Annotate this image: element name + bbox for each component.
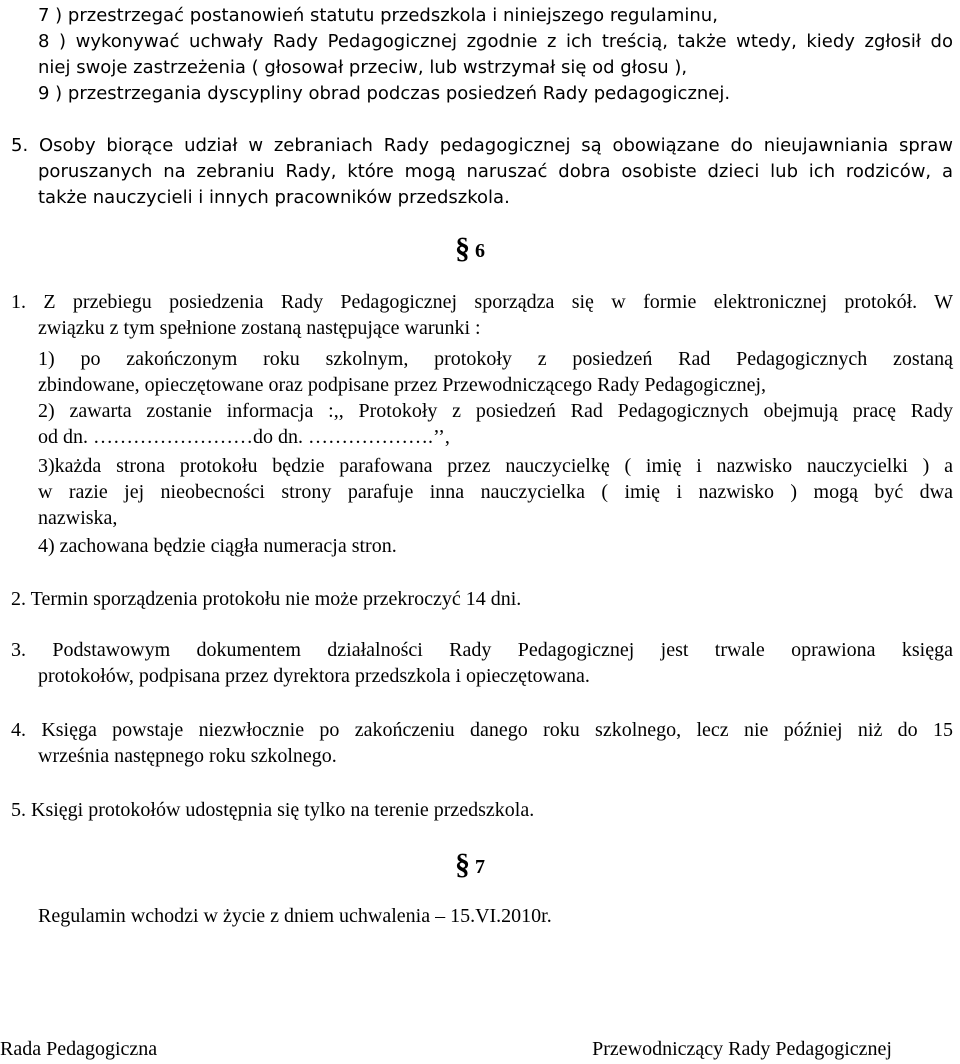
s6-p1-line-6: od dn. ……………………do dn. ……………….’’, bbox=[38, 426, 450, 448]
s6-p1-line-7: 3)każda strona protokołu będzie parafowana przez nauczycielkę ( imię i nazwisko nauczycielki ) a bbox=[38, 455, 953, 477]
section-7-heading bbox=[455, 848, 515, 888]
s6-p2: 2. Termin sporządzenia protokołu nie może przekroczyć 14 dni. bbox=[11, 588, 522, 610]
signature-right: Przewodniczący Rady Pedagogicznej bbox=[592, 1038, 892, 1060]
s6-p1-line-9: nazwiska, bbox=[38, 507, 118, 529]
s6-p3-line-2: protokołów, podpisana przez dyrektora przedszkola i opieczętowana. bbox=[38, 665, 590, 687]
effective-date-line: Regulamin wchodzi w życie z dniem uchwalenia – 15.VI.2010r. bbox=[38, 905, 552, 927]
list-item-7: 7 ) przestrzegać postanowień statutu przedszkola i niniejszego regulaminu, bbox=[38, 5, 718, 26]
signature-left: Rada Pedagogiczna bbox=[0, 1038, 158, 1060]
paragraph-5-line-3: także nauczycieli i innych pracowników przedszkola. bbox=[38, 187, 510, 208]
s6-p1-line-8: w razie jej nieobecności strony parafuje inna nauczycielka ( imię i nazwisko ) mogą być dwa bbox=[38, 481, 953, 503]
s6-p1-line-10: 4) zachowana będzie ciągła numeracja stron. bbox=[38, 535, 397, 557]
s6-p1-line-3: 1) po zakończonym roku szkolnym, protokoły z posiedzeń Rad Pedagogicznych zostaną bbox=[38, 348, 953, 370]
s6-p5: 5. Księgi protokołów udostępnia się tylko na terenie przedszkola. bbox=[11, 799, 535, 821]
list-item-9: 9 ) przestrzegania dyscypliny obrad podczas posiedzeń Rady pedagogicznej. bbox=[38, 83, 731, 104]
paragraph-5-line-1: 5. Osoby biorące udział w zebraniach Rady pedagogicznej są obowiązane do nieujawniania spraw bbox=[11, 135, 953, 156]
s6-p1-line-4: zbindowane, opieczętowane oraz podpisane przez Przewodniczącego Rady Pedagogicznej, bbox=[38, 374, 767, 396]
s6-p1-line-2: związku z tym spełnione zostaną następujące warunki : bbox=[38, 317, 481, 339]
section-sign-icon: § bbox=[455, 232, 470, 265]
section-number: 6 bbox=[475, 240, 485, 262]
section-6-heading bbox=[455, 232, 515, 272]
s6-p1-line-1: 1. Z przebiegu posiedzenia Rady Pedagogicznej sporządza się w formie elektronicznej protokół. W bbox=[11, 291, 953, 313]
list-item-8-cont: niej swoje zastrzeżenia ( głosował przeciw, lub wstrzymał się od głosu ), bbox=[38, 57, 688, 78]
section-sign-icon: § bbox=[455, 848, 470, 881]
s6-p4-line-1: 4. Księga powstaje niezwłocznie po zakończeniu danego roku szkolnego, lecz nie później niż do 15 bbox=[11, 719, 953, 741]
s6-p3-line-1: 3. Podstawowym dokumentem działalności Rady Pedagogicznej jest trwale oprawiona księga bbox=[11, 639, 953, 661]
paragraph-5-line-2: poruszanych na zebraniu Rady, które mogą naruszać dobra osobiste dzieci lub ich rodziców, a bbox=[38, 161, 953, 182]
s6-p4-line-2: września następnego roku szkolnego. bbox=[38, 745, 337, 767]
s6-p1-line-5: 2) zawarta zostanie informacja :,, Protokoły z posiedzeń Rad Pedagogicznych obejmują pracę Rady bbox=[38, 400, 953, 422]
section-number: 7 bbox=[475, 856, 485, 878]
list-item-8: 8 ) wykonywać uchwały Rady Pedagogicznej zgodnie z ich treścią, także wtedy, kiedy zgłosił do bbox=[38, 31, 953, 52]
